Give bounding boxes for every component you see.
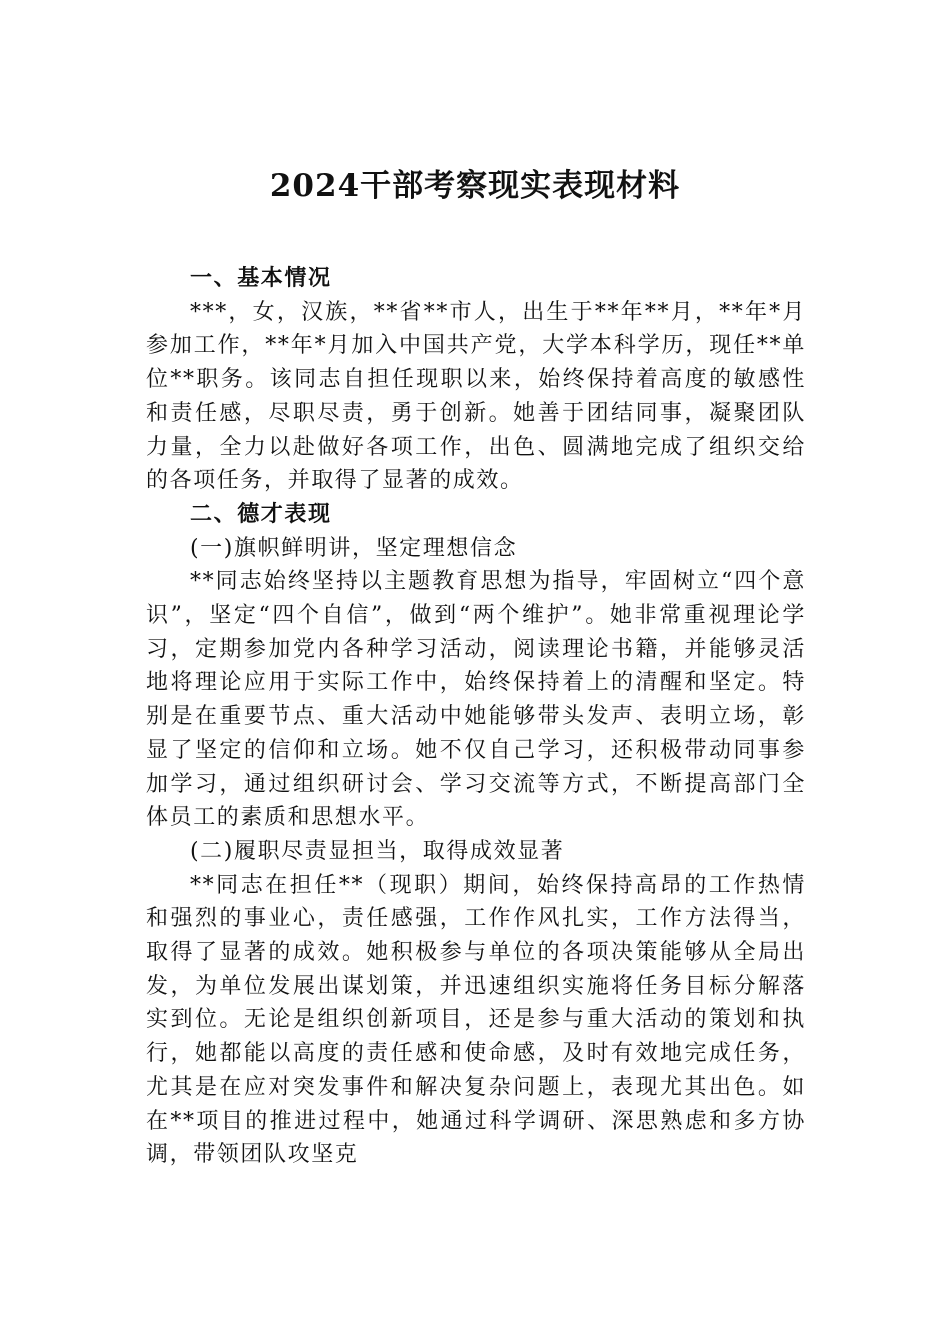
section-heading-performance: 二、德才表现	[190, 500, 332, 527]
document-body	[146, 262, 806, 1172]
basic-info-paragraph: ***，女，汉族，**省**市人，出生于**年**月，**年*月参加工作，**年*月加入中国共产党，大学本科学历，现任**单位**职务。该同志自担任现职以来，始终保持着高度的敏感性和责任感，尽职尽责，勇于创新。她善于团结同事，凝聚团队力量，全力以赴做好各项工作，出色、圆满地完成了组织交给的各项任务，并取得了显著的成效。	[146, 299, 806, 494]
subsection-heading-duty: (二)履职尽责显担当，取得成效显著	[190, 838, 565, 864]
section-heading-basic-info: 一、基本情况	[190, 265, 332, 291]
duty-paragraph: **同志在担任**（现职）期间，始终保持高昂的工作热情和强烈的事业心，责任感强，工作作风扎实，工作方法得当，取得了显著的成效。她积极参与单位的各项决策能够从全局出发，为单位发展出谋划策，并迅速组织实施将任务目标分解落实到位。无论是组织创新项目，还是参与重大活动的策划和执行，她都能以高度的责任感和使命感，及时有效地完成任务，尤其是在应对突发事件和解决复杂问题上，表现尤其出色。如在**项目的推进过程中，她通过科学调研、深思熟虑和多方协调，带领团队攻坚克	[146, 872, 806, 1168]
subsection-heading-ideals: (一)旗帜鲜明讲，坚定理想信念	[190, 535, 518, 561]
ideals-paragraph: **同志始终坚持以主题教育思想为指导，牢固树立“四个意识”，坚定“四个自信”，做到“两个维护”。她非常重视理论学习，定期参加党内各种学习活动，阅读理论书籍，并能够灵活地将理论应用于实际工作中，始终保持着上的清醒和坚定。特别是在重要节点、重大活动中她能够带头发声、表明立场，彰显了坚定的信仰和立场。她不仅自己学习，还积极带动同事参加学习，通过组织研讨会、学习交流等方式，不断提高部门全体员工的素质和思想水平。	[146, 569, 806, 831]
document-title: 2024干部考察现实表现材料	[269, 168, 681, 204]
